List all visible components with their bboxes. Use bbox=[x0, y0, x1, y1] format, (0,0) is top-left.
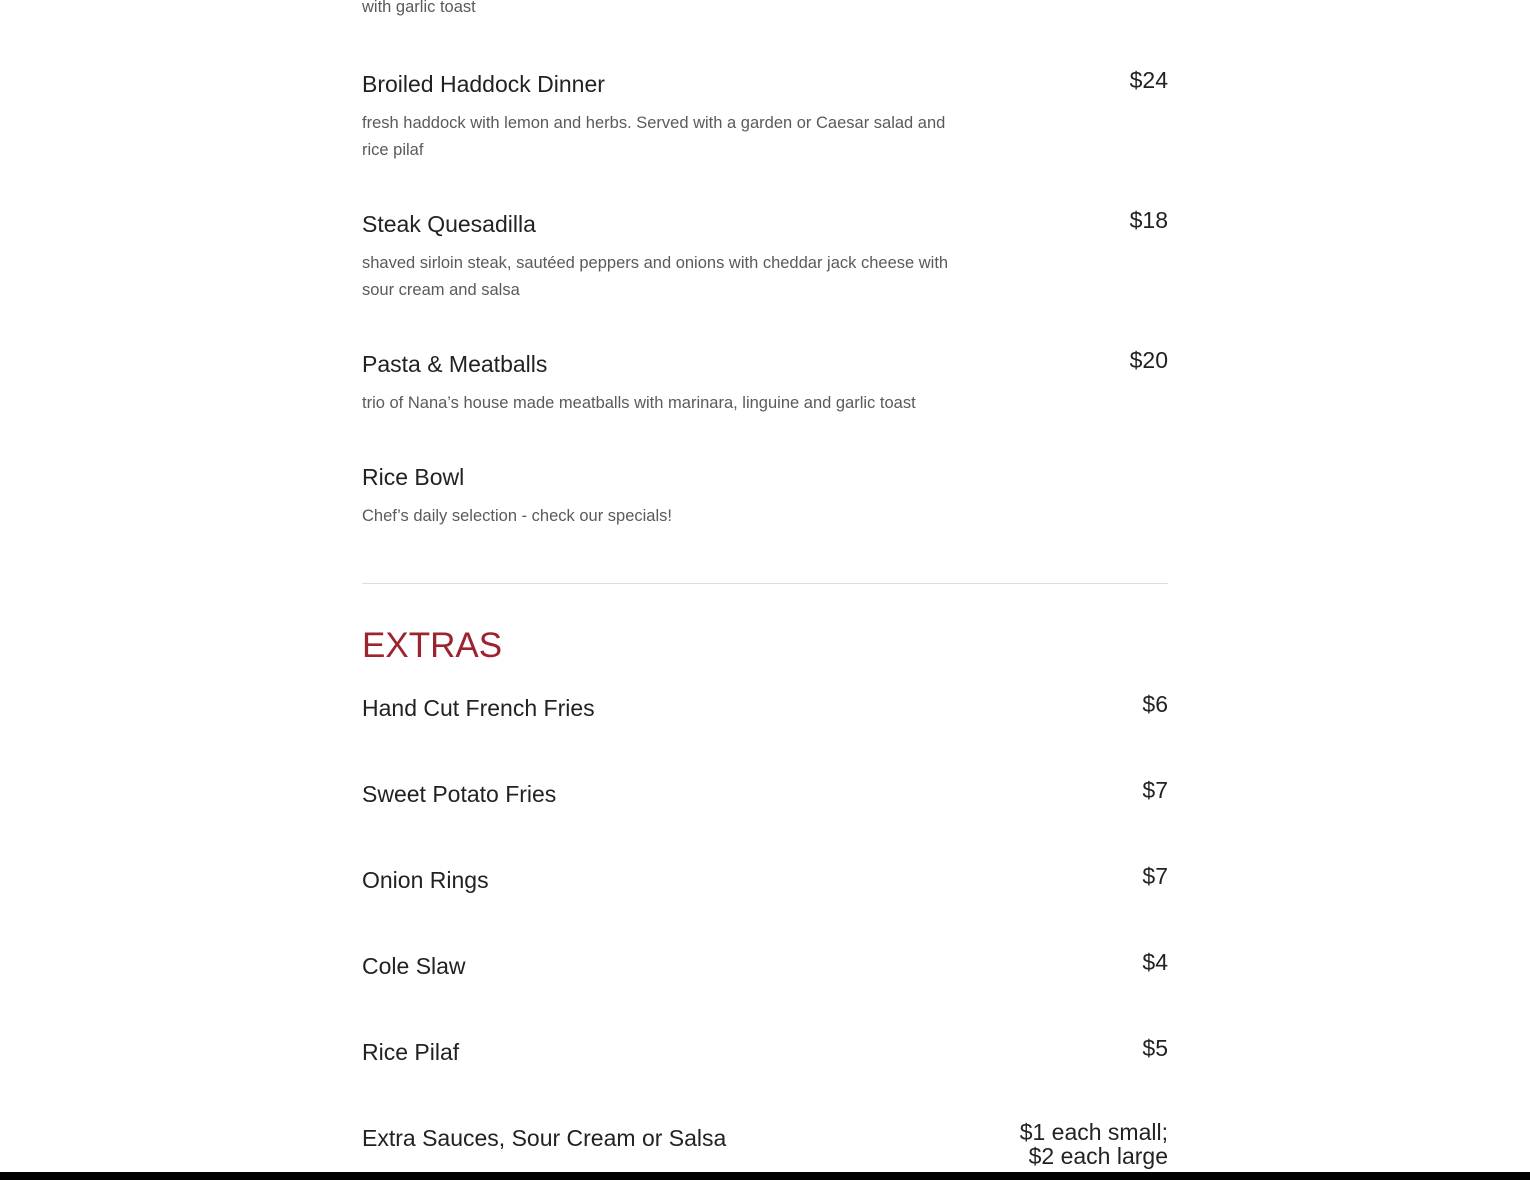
menu-item-price: $6 bbox=[1142, 691, 1168, 717]
menu-item-name: Extra Sauces, Sour Cream or Salsa bbox=[362, 1125, 727, 1151]
menu-item-price: $7 bbox=[1142, 863, 1168, 889]
menu-item-price: $5 bbox=[1142, 1035, 1168, 1061]
menu-item-name: Onion Rings bbox=[362, 867, 489, 893]
menu-item-name: Sweet Potato Fries bbox=[362, 781, 557, 807]
section-title-extras: EXTRAS bbox=[362, 626, 503, 665]
bottom-bar bbox=[0, 1172, 1530, 1180]
section-divider bbox=[362, 583, 1168, 584]
menu-item-price: $20 bbox=[1129, 347, 1168, 373]
menu-item-price: $24 bbox=[1129, 67, 1168, 93]
menu-item-description: fresh haddock with lemon and herbs. Served with a garden or Caesar salad and rice pilaf bbox=[362, 114, 946, 159]
menu-item-name: Steak Quesadilla bbox=[362, 211, 536, 237]
menu-item-name: Pasta & Meatballs bbox=[362, 351, 548, 377]
menu-item-name: Hand Cut French Fries bbox=[362, 695, 595, 721]
menu-item-description: shaved sirloin steak, sautéed peppers and onions with cheddar jack cheese with sour cream and salsa bbox=[362, 254, 949, 299]
menu-item-price: $1 each small; $2 each large bbox=[1019, 1119, 1168, 1169]
menu-item-price: $4 bbox=[1142, 949, 1168, 975]
menu-item-price: $18 bbox=[1129, 207, 1168, 233]
menu-item-description: Chef’s daily selection - check our specials! bbox=[362, 507, 672, 525]
menu-item-price: $7 bbox=[1142, 777, 1168, 803]
menu-item-name: Rice Pilaf bbox=[362, 1039, 460, 1065]
menu-item-name: Cole Slaw bbox=[362, 953, 466, 979]
menu-item-name: Broiled Haddock Dinner bbox=[362, 71, 605, 97]
menu-item-name: Rice Bowl bbox=[362, 464, 465, 490]
menu-item-description: trio of Nana’s house made meatballs with marinara, linguine and garlic toast bbox=[362, 394, 916, 412]
menu-item-description: with garlic toast bbox=[362, 0, 476, 16]
